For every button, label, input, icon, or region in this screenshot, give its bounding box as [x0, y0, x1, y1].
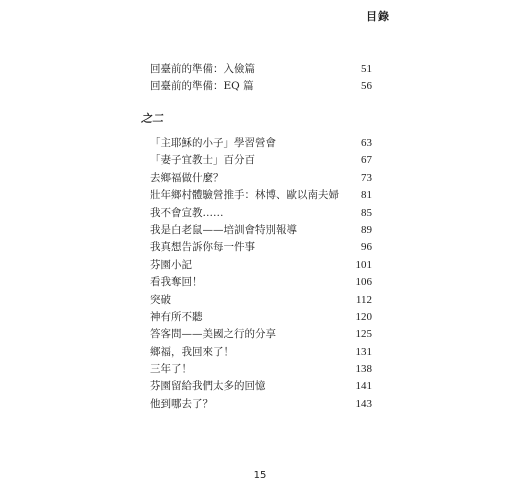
- toc-entry-title: 壯年鄉村體驗營推手：林博、歐以南夫婦: [150, 189, 339, 202]
- toc-entry-page: 143: [355, 397, 372, 410]
- toc-entry-title: 「妻子宜教士」百分百: [150, 154, 255, 167]
- toc-entry-page: 96: [361, 241, 372, 254]
- toc-entry-title: 鄉福，我回來了！: [150, 345, 234, 358]
- toc-first-group: [150, 61, 372, 96]
- toc-entry-page: 85: [361, 206, 372, 219]
- toc-entry: [150, 61, 372, 78]
- toc-entry: [150, 292, 372, 309]
- toc-entry-title: 他到哪去了？: [150, 397, 213, 410]
- toc-entry: [150, 170, 372, 187]
- toc-section-entries: [150, 135, 372, 413]
- toc-entry: [150, 78, 372, 95]
- toc-entry-page: 89: [361, 223, 372, 236]
- toc-entry: [150, 239, 372, 256]
- toc-entry: [150, 326, 372, 343]
- toc-entry-page: 67: [361, 154, 372, 167]
- toc-entry: [150, 274, 372, 291]
- toc-entry: [150, 135, 372, 152]
- toc-entry: [150, 187, 372, 204]
- page-number: 15: [253, 470, 267, 481]
- toc-entry: [150, 309, 372, 326]
- toc-entry: [150, 222, 372, 239]
- toc-entry: [150, 152, 372, 169]
- toc-entry-title: 突破: [150, 293, 171, 306]
- toc-entry-page: 73: [361, 171, 372, 184]
- running-header: 目錄: [366, 10, 390, 23]
- toc-entry: [150, 257, 372, 274]
- toc-entry: [150, 344, 372, 361]
- toc-entry-title: 回臺前的準備：入儉篇: [150, 63, 255, 75]
- toc-entry-title: 回臺前的準備：EQ 篇: [150, 80, 254, 93]
- toc-entry-title: 看我奪回！: [150, 276, 203, 289]
- toc-entry-title: 「主耶穌的小子」學習營會: [150, 137, 276, 149]
- toc-entry-page: 131: [355, 345, 372, 358]
- toc-entry: [150, 361, 372, 378]
- toc-entry-title: 神有所不聽: [150, 310, 203, 323]
- toc-entry-page: 120: [355, 310, 372, 323]
- toc-entry-page: 81: [361, 189, 372, 202]
- toc-entry-title: 我是白老鼠——培訓會特別報導: [150, 223, 297, 236]
- toc-entry-page: 51: [361, 63, 372, 75]
- toc-entry-page: 125: [355, 328, 372, 341]
- toc-entry-page: 141: [355, 380, 372, 393]
- toc-entry-title: 三年了！: [150, 363, 192, 376]
- toc-entry-page: 106: [355, 276, 372, 289]
- toc-entry-title: 芬園留給我們太多的回憶: [150, 380, 266, 393]
- toc-entry-title: 我不會宣教……: [150, 206, 224, 219]
- toc-entry-page: 112: [355, 293, 372, 306]
- toc-entry-title: 我真想告訴你每一件事: [150, 241, 255, 254]
- toc-entry-page: 101: [355, 258, 372, 271]
- toc-entry-page: 63: [361, 137, 372, 149]
- toc-entry: [150, 378, 372, 395]
- toc-entry: [150, 396, 372, 413]
- toc-entry-title: 答客問——美國之行的分享: [150, 328, 276, 341]
- toc-entry-page: 138: [355, 363, 372, 376]
- toc-entry: [150, 205, 372, 222]
- toc-entry-page: 56: [361, 80, 372, 93]
- toc-entry-title: 去鄉福做什麼？: [150, 171, 224, 184]
- section-heading: 之二: [141, 112, 163, 125]
- toc-entry-title: 芬園小記: [150, 258, 192, 271]
